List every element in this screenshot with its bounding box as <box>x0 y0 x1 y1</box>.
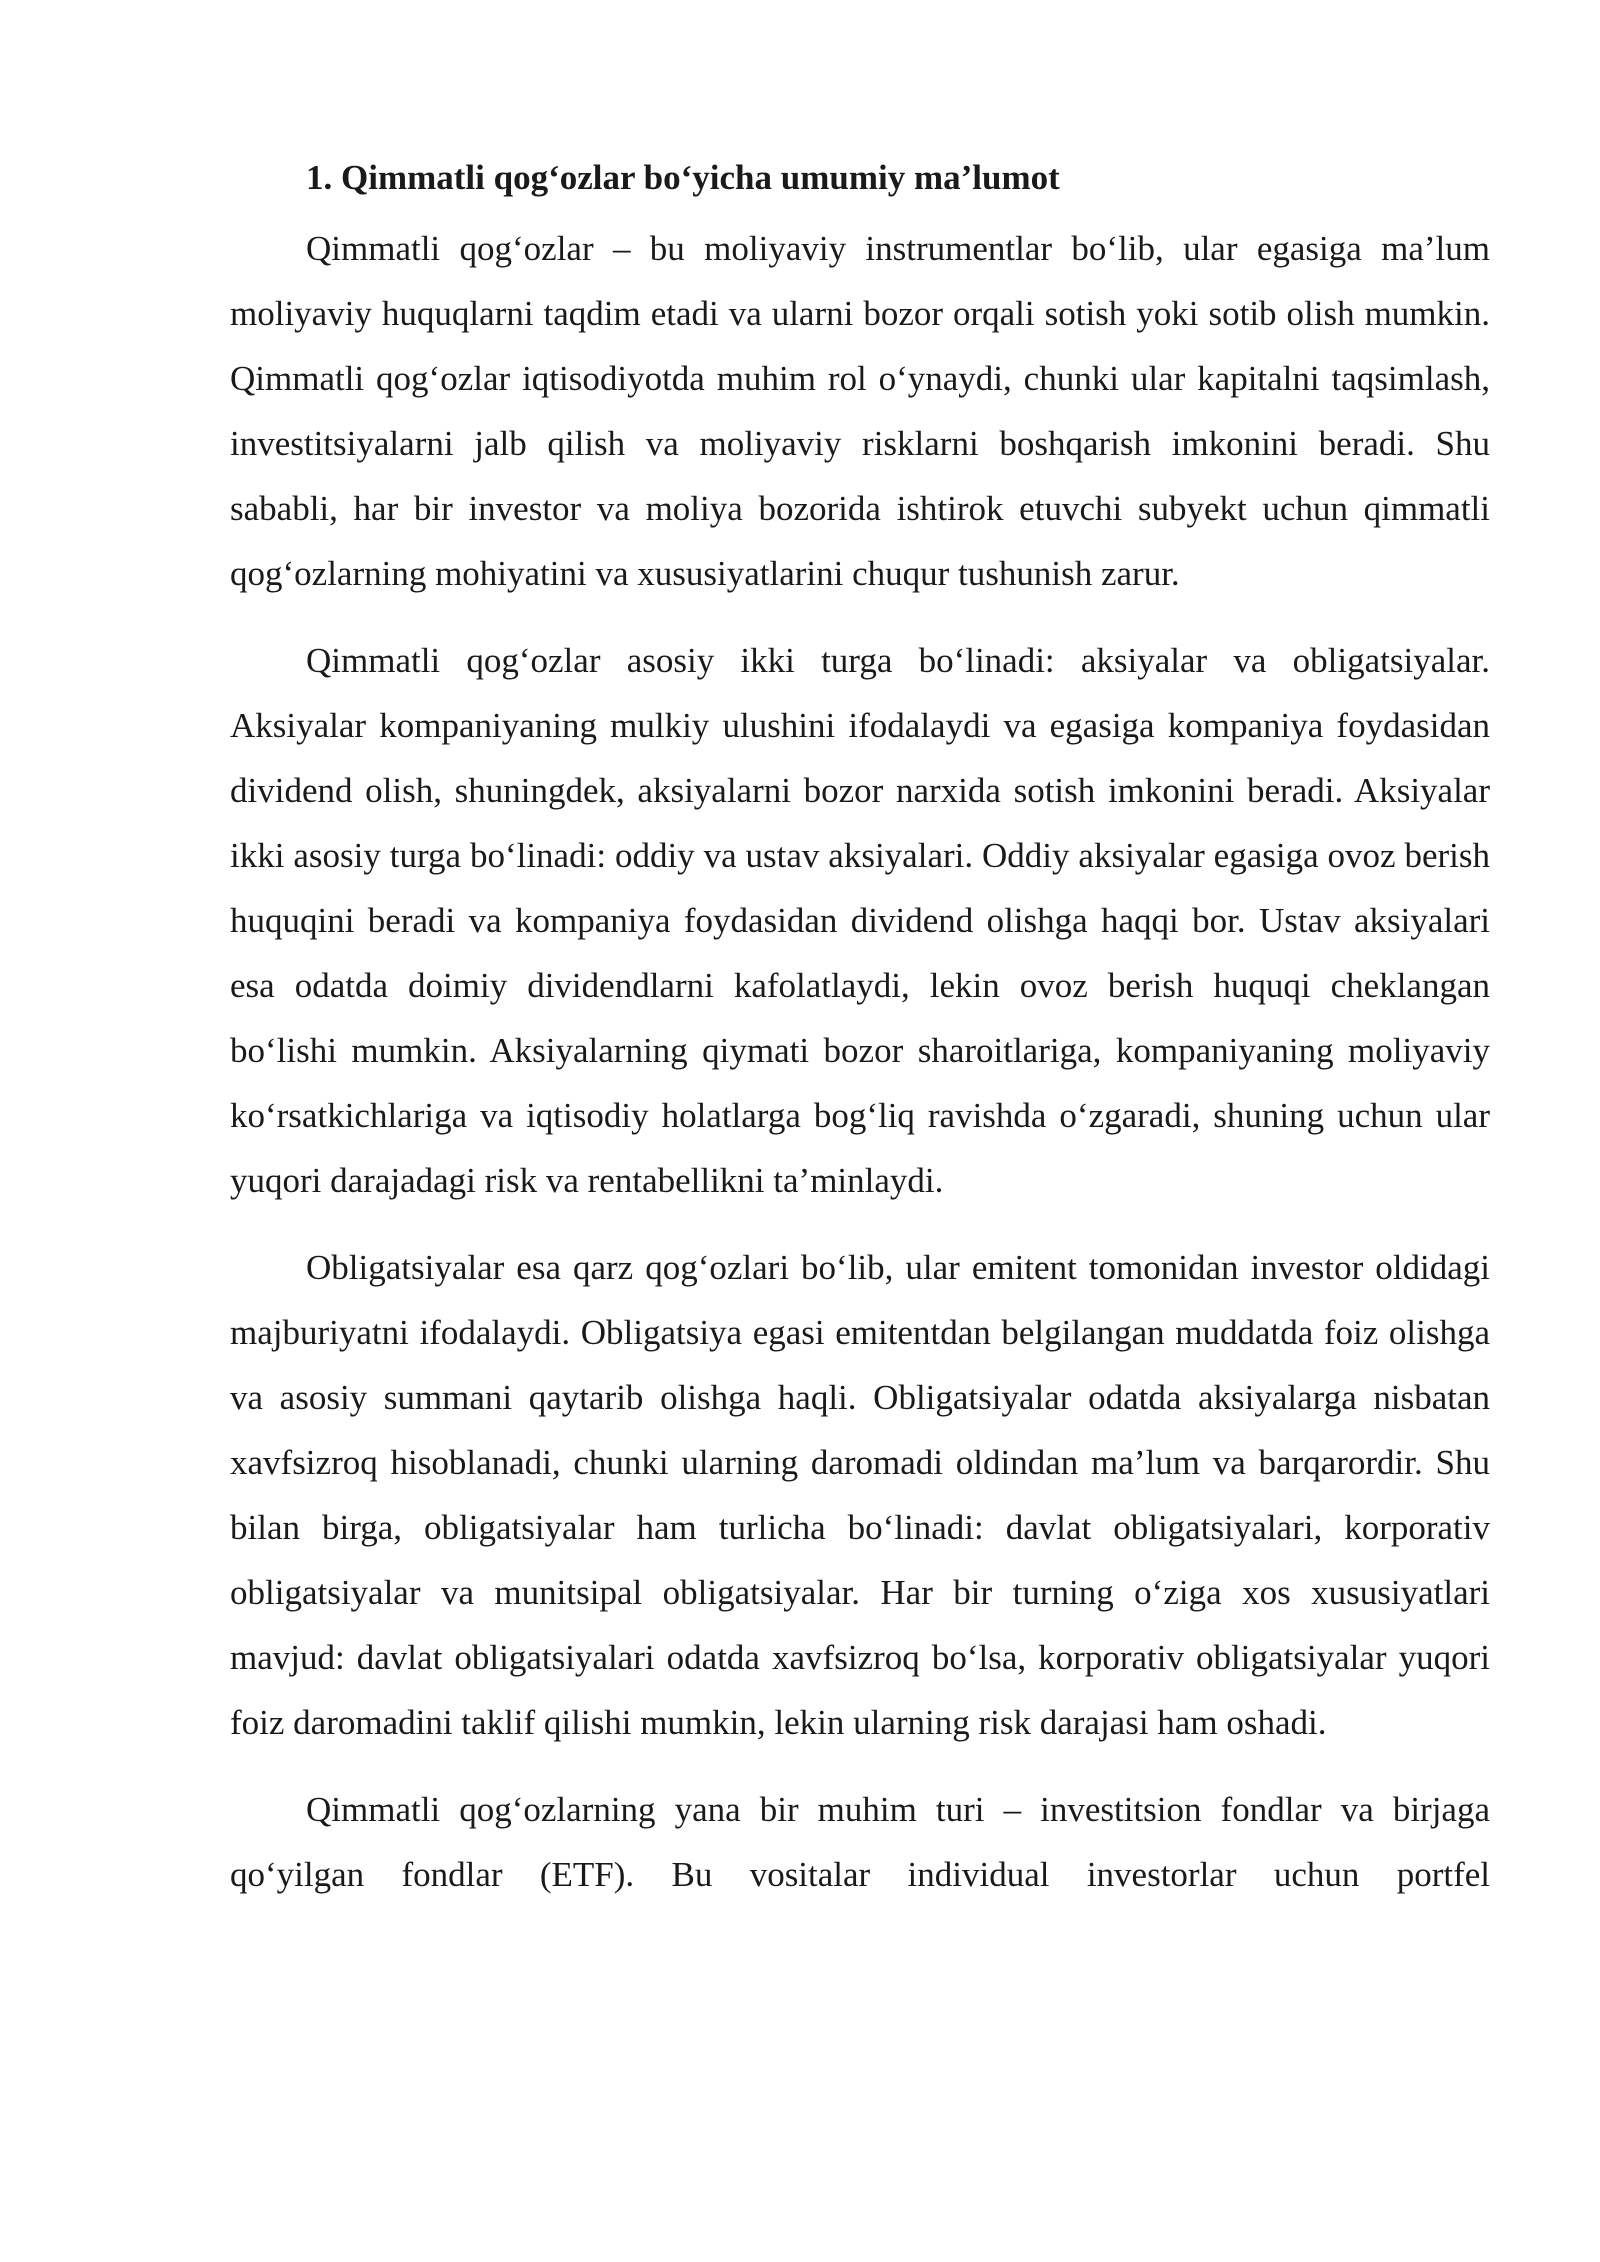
paragraph-intro: Qimmatli qog‘ozlar – bu moliyaviy instrumentlar bo‘lib, ular egasiga ma’lum moliyaviy huquqlarni taqdim etadi va ularni bozor orqali sotish yoki sotib olish mumkin. Qimmatli qog‘ozlar iqtisodiyotda muhim rol o‘ynaydi, chunki ular kapitalni taqsimlash, investitsiyalarni jalb qilish va moliyaviy risklarni boshqarish imkonini beradi. Shu sababli, har bir investor va moliya bozorida ishtirok etuvchi subyekt uchun qimmatli qog‘ozlarning mohiyatini va xususiyatlarini chuqur tushunish zarur. <box>230 229 1490 593</box>
paragraph-shares: Qimmatli qog‘ozlar asosiy ikki turga bo‘linadi: aksiyalar va obligatsiyalar. Aksiyalar kompaniyaning mulkiy ulushini ifodalaydi va egasiga kompaniya foydasidan dividend olish, shuningdek, aksiyalarni bozor narxida sotish imkonini beradi. Aksiyalar ikki asosiy turga bo‘linadi: oddiy va ustav aksiyalari. Oddiy aksiyalar egasiga ovoz berish huquqini beradi va kompaniya foydasidan dividend olishga haqqi bor. Ustav aksiyalari esa odatda doimiy dividendlarni kafolatlaydi, lekin ovoz berish huquqi cheklangan bo‘lishi mumkin. Aksiyalarning qiymati bozor sharoitlariga, kompaniyaning moliyaviy ko‘rsatkichlariga va iqtisodiy holatlarga bog‘liq ravishda o‘zgaradi, shuning uchun ular yuqori darajadagi risk va rentabellikni ta’minlaydi. <box>230 641 1490 1200</box>
paragraph-funds: Qimmatli qog‘ozlarning yana bir muhim turi – investitsion fondlar va birjaga qo‘yilgan fondlar (ETF). Bu vositalar individual investorlar uchun portfel <box>230 1790 1490 1894</box>
section-heading: 1. Qimmatli qog‘ozlar bo‘yicha umumiy ma’lumot <box>306 158 1060 197</box>
document-body <box>230 145 1490 1929</box>
paragraph-bonds: Obligatsiyalar esa qarz qog‘ozlari bo‘lib, ular emitent tomonidan investor oldidagi majburiyatni ifodalaydi. Obligatsiya egasi emitentdan belgilangan muddatda foiz olishga va asosiy summani qaytarib olishga haqli. Obligatsiyalar odatda aksiyalarga nisbatan xavfsizroq hisoblanadi, chunki ularning daromadi oldindan ma’lum va barqarordir. Shu bilan birga, obligatsiyalar ham turlicha bo‘linadi: davlat obligatsiyalari, korporativ obligatsiyalar va munitsipal obligatsiyalar. Har bir turning o‘ziga xos xususiyatlari mavjud: davlat obligatsiyalari odatda xavfsizroq bo‘lsa, korporativ obligatsiyalar yuqori foiz daromadini taklif qilishi mumkin, lekin ularning risk darajasi ham oshadi. <box>230 1248 1490 1742</box>
